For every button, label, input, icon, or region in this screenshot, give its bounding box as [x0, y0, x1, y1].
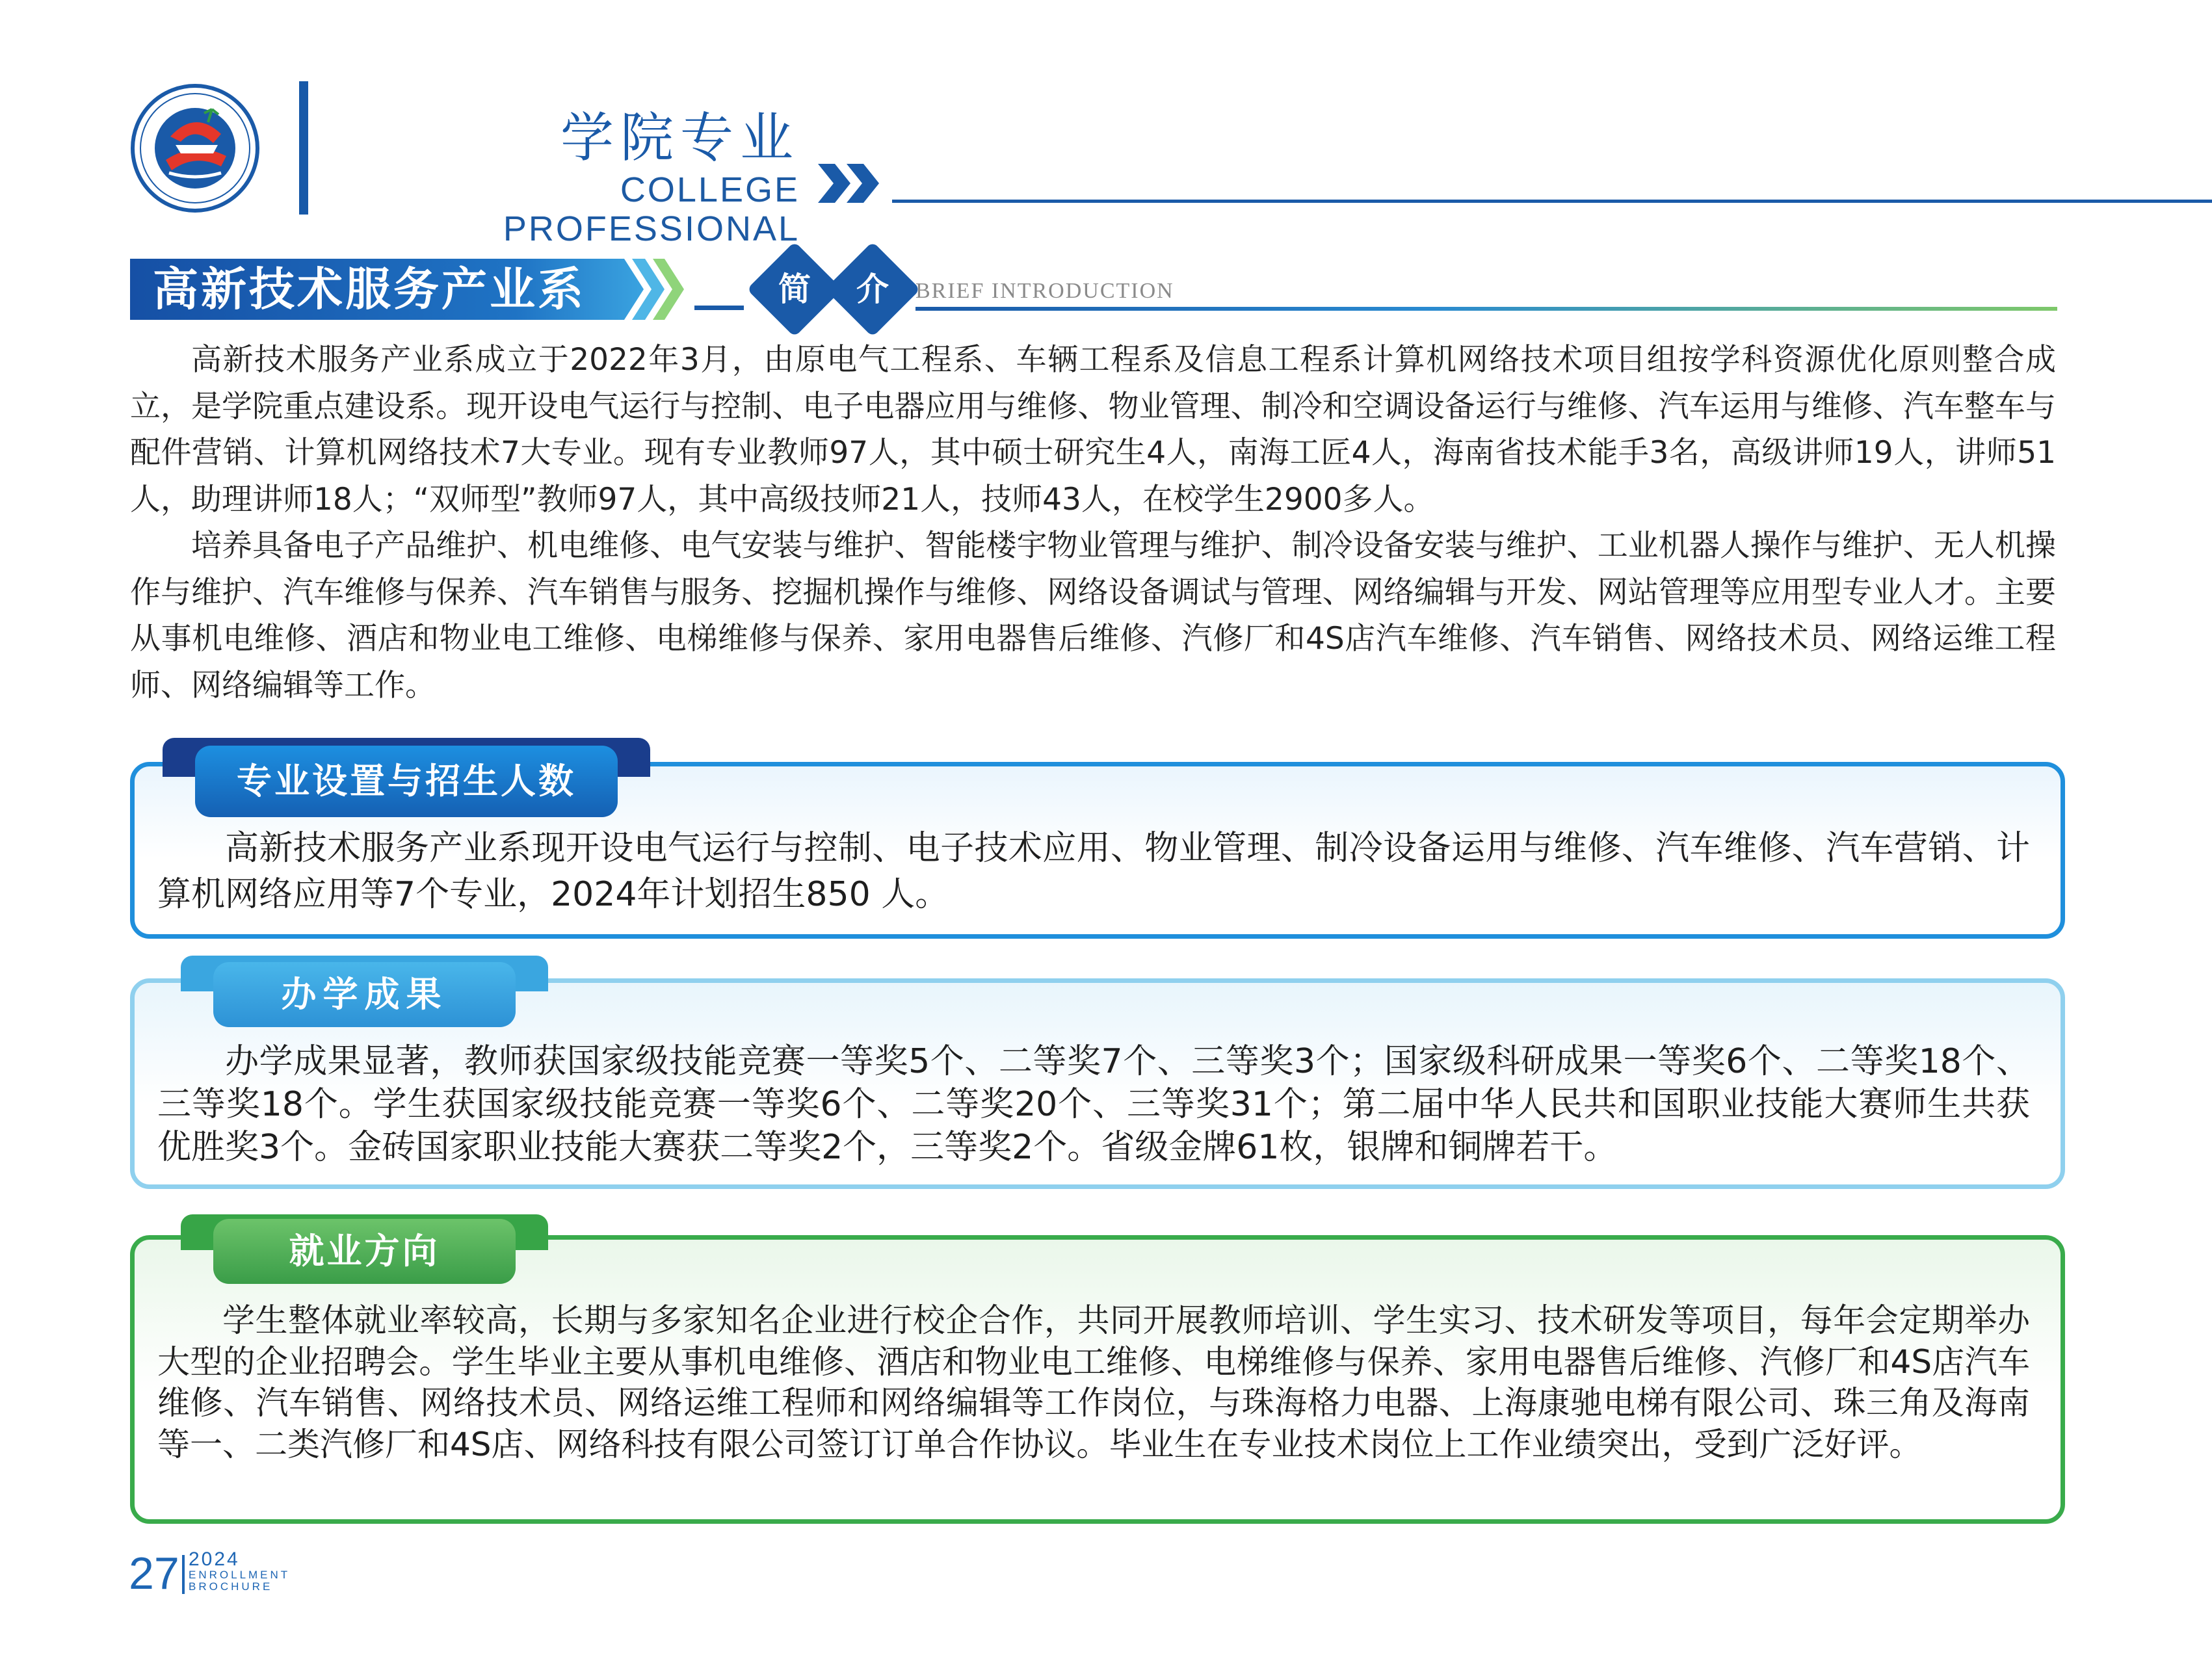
- footer-divider: [182, 1555, 185, 1594]
- section-majors-body: [157, 826, 2030, 918]
- page-subtitle: COLLEGE PROFESSIONAL: [503, 170, 800, 248]
- section-achievements-body: [157, 1040, 2030, 1169]
- intro-label-char-1: 简: [778, 270, 811, 308]
- double-chevron-right-icon: [813, 151, 884, 216]
- section-achievements-title: 办学成果: [213, 962, 516, 1027]
- footer-brochure: BROCHURE: [189, 1580, 273, 1593]
- department-title: 高新技术服务产业系: [153, 263, 586, 316]
- section-employment-text: 学生整体就业率较高，长期与多家知名企业进行校企合作，共同开展教师培训、学生实习、技术研发等项目，每年会定期举办大型的企业招聘会。学生毕业主要从事机电维修、酒店和物业电工维修、电梯维修与保养、家用电器售后维修、汽修厂和4S店汽车维修、汽车销售、网络技术员、网络运维工程师和网络编辑等工作岗位，与珠海格力电器、上海康驰电梯有限公司、珠三角及海南等一、二类汽修厂和4S店、网络科技有限公司签订订单合作协议。毕业生在专业技术岗位上工作业绩突出，受到广泛好评。: [157, 1301, 2030, 1463]
- section-achievements-text: 办学成果显著，教师获国家级技能竞赛一等奖5个、二等奖7个、三等奖3个；国家级科研成果一等奖6个、二等奖18个、三等奖18个。学生获国家级技能竞赛一等奖6个、二等奖20个、三等奖31个；第二届中华人民共和国职业技能大赛师生共获优胜奖3个。金砖国家职业技能大赛获二等奖2个，三等奖2个。省级金牌61枚，银牌和铜牌若干。: [157, 1042, 2030, 1167]
- section-majors-text: 高新技术服务产业系现开设电气运行与控制、电子技术应用、物业管理、制冷设备运用与维修、汽车维修、汽车营销、计算机网络应用等7个专业，2024年计划招生850 人。: [157, 829, 2030, 914]
- college-logo-icon: [130, 83, 260, 213]
- section-majors-title: 专业设置与招生人数: [195, 746, 618, 817]
- page-title: 学院专业: [560, 107, 800, 169]
- page-number: 27: [129, 1548, 179, 1599]
- intro-rule: [915, 307, 2057, 311]
- intro-paragraph-2: 培养具备电子产品维护、机电维修、电气安装与维护、智能楼宇物业管理与维护、制冷设备安装与维护、工业机器人操作与维护、无人机操作与维护、汽车维修与保养、汽车销售与服务、挖掘机操作与维修、网络设备调试与管理、网络编辑与开发、网站管理等应用型专业人才。主要从事机电维修、酒店和物业电工维修、电梯维修与保养、家用电器售后维修、汽修厂和4S店汽车维修、汽车销售、网络技术员、网络运维工程师、网络编辑等工作。: [130, 528, 2056, 703]
- intro-label-char-2: 介: [856, 270, 889, 308]
- header-rule: [892, 200, 2212, 203]
- footer-enrollment: ENROLLMENT: [189, 1569, 291, 1581]
- footer-year: 2024: [189, 1548, 240, 1570]
- section-employment-title: 就业方向: [213, 1219, 516, 1284]
- header-divider: [299, 81, 308, 215]
- intro-dash: [694, 306, 744, 310]
- intro-label-en: BRIEF INTRODUCTION: [915, 279, 1174, 303]
- intro-paragraph-1: 高新技术服务产业系成立于2022年3月，由原电气工程系、车辆工程系及信息工程系计算机网络技术项目组按学科资源优化原则整合成立，是学院重点建设系。现开设电气运行与控制、电子电器应用与维修、物业管理、制冷和空调设备运行与维修、汽车运用与维修、汽车整车与配件营销、计算机网络技术7大专业。现有专业教师97人，其中硕士研究生4人，南海工匠4人，海南省技术能手3名，高级讲师19人，讲师51人，助理讲师18人；“双师型”教师97人，其中高级技师21人，技师43人，在校学生2900多人。: [130, 342, 2056, 517]
- section-employment-body: [157, 1300, 2030, 1465]
- intro-body: [130, 337, 2056, 709]
